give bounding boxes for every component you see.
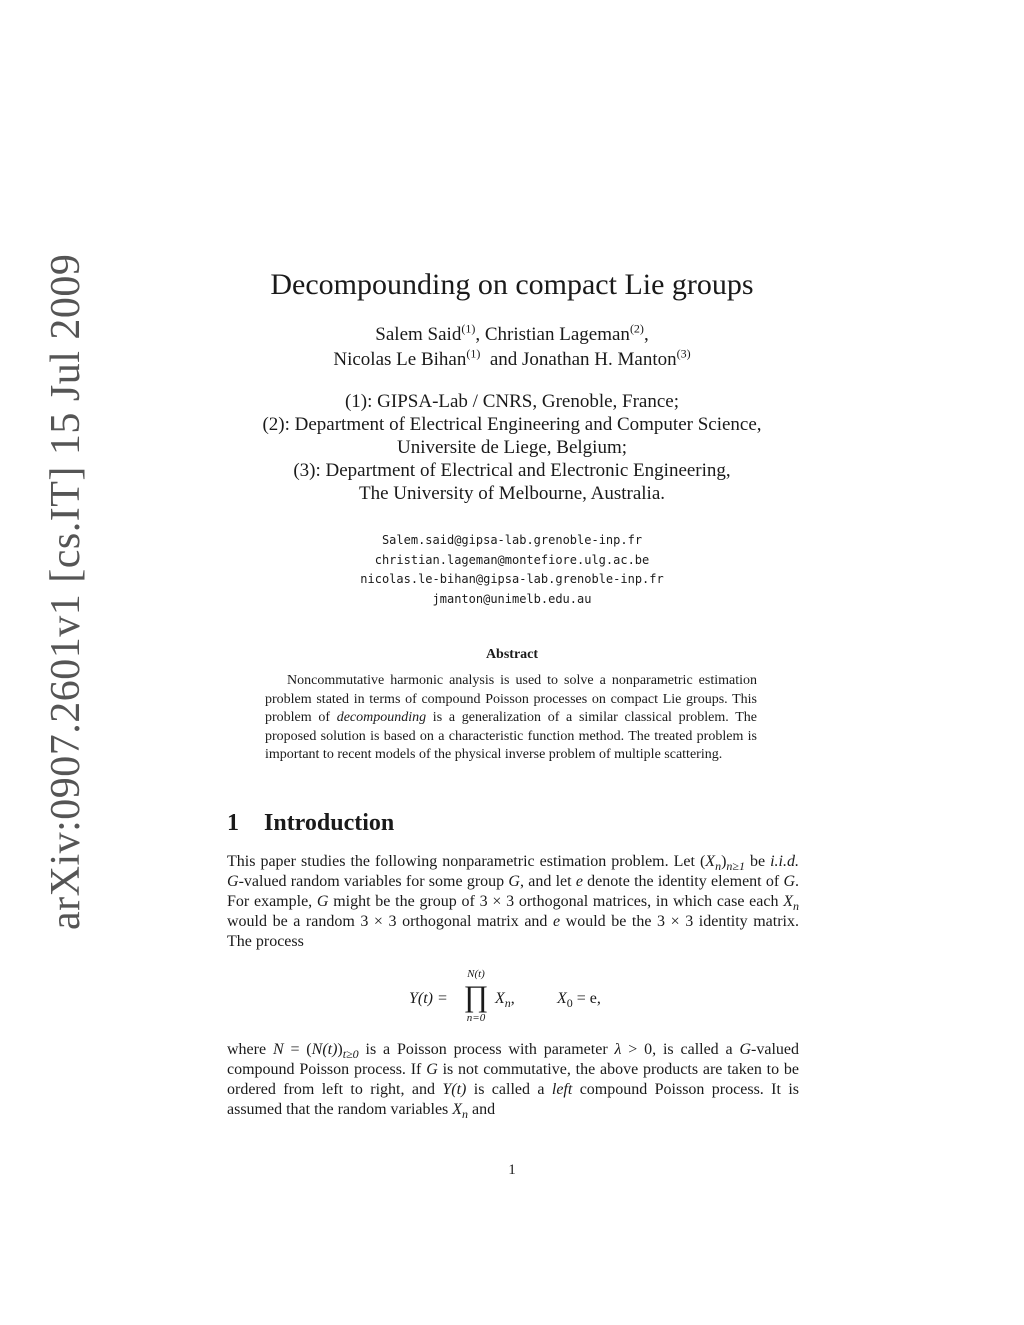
math-var: N(t) [311,1041,338,1058]
equation-condition [557,990,601,1011]
text: is not commutative, the above products are taken to be ordered from left to right, and [227,1061,800,1098]
section-title: Introduction [264,810,395,836]
affiliation-line: The University of Melbourne, Australia. [358,483,666,504]
author-name: Jonathan H. Manton [522,349,677,370]
text: ) [721,853,727,870]
author-affil-marker: (3) [676,346,691,361]
author-name: Christian Lageman [484,324,630,345]
math-var: e [553,913,561,930]
abstract-heading: Abstract [485,647,539,662]
math-var: n [462,1107,469,1122]
math-sub [793,899,799,913]
section-number: 1 [227,810,239,836]
author-line-1: Salem Said$^{(1)}$, Christian Lageman$^{(2)}$, [375,321,649,345]
text: and [468,1101,496,1118]
math-var: G [227,873,239,890]
math-var: n [504,996,511,1011]
section-heading [227,810,394,837]
math-sub: 0 [566,996,573,1011]
math-var: X [705,853,716,870]
math-var: e [575,873,583,890]
text: ) [337,1041,343,1058]
author-affil-marker: (1) [461,321,476,336]
math-var: λ [614,1041,622,1058]
arxiv-sidebar-stamp: arXiv:0907.2601v1 [cs.IT] 15 Jul 2009 [43,253,89,930]
text: where [227,1041,273,1058]
equation-term [495,990,515,1011]
affiliation-line: (3): Department of Electrical and Electronic Engineering, [293,460,731,481]
emphasis: i.i.d. [770,853,799,870]
text: > 0, is called a [621,1041,740,1058]
email-address: christian.lageman@montefiore.ulg.ac.be [374,552,650,567]
text: is called a [466,1081,552,1098]
product-lower-limit [461,1012,491,1024]
text: -valued compound Poisson process. If [227,1041,800,1078]
math-expr: Y(t) = [409,990,448,1007]
author-affil-marker: (1) [466,346,481,361]
email-address: jmanton@unimelb.edu.au [432,591,592,606]
text: , [510,990,515,1007]
page-number: 1 [508,1162,516,1178]
math-var: n [715,859,722,874]
author-conjunction: and [489,349,518,370]
affiliation-line: Universite de Liege, Belgium; [396,437,628,458]
text: be [744,853,771,870]
math-var: n≥1 [726,859,745,874]
text: = e, [572,990,601,1007]
emphasis: left [551,1081,573,1098]
abstract-text-part: is a generalization of a similar classical problem. The proposed solution is based on a characteristic function method. The treated problem is important to recent models of the physical inverse problem of multiple scattering. [265,710,757,762]
product-operator [461,968,491,1024]
text: compound Poisson process. It is assumed that the random variables [227,1081,800,1118]
text: would be a random 3 × 3 orthogonal matrix and [227,913,553,930]
email-address: nicolas.le-bihan@gipsa-lab.grenoble-inp.fr [360,572,664,586]
math-var: G [783,873,796,890]
text: denote the identity element of [582,873,784,890]
author-name: Salem Said [375,324,462,345]
math-var: t≥0 [342,1047,359,1062]
text: This paper studies the following nonparametric estimation problem. Let ( [227,853,706,870]
math-sub [343,1047,359,1061]
math-var: G [316,893,329,910]
math-var: Y(t) [442,1081,467,1098]
text: -valued random variables for some group [238,873,509,890]
author-name: Nicolas Le Bihan [333,349,467,370]
author-affil-marker: (2) [629,321,644,336]
display-equation [0,968,1024,1032]
math-expr: n=0 [466,1012,486,1024]
math-var: X [783,893,794,910]
product-symbol: ∏ [463,980,489,1013]
text: might be the group of 3 × 3 orthogonal matrices, in which case each [328,893,784,910]
text: . For example, [227,873,800,910]
abstract-emphasis: decompounding [336,710,427,725]
paper-title: Decompounding on compact Lie groups [270,268,754,301]
text: = ( [283,1041,312,1058]
math-var: N [272,1041,284,1058]
math-var: n [793,899,800,914]
text: , and let [519,873,576,890]
math-var: G [426,1061,438,1078]
intro-paragraph-1 [227,852,799,952]
abstract-text [265,672,757,765]
author-line-2 [0,347,1024,372]
math-var: X [495,990,505,1007]
author-list [0,322,1024,372]
math-sub [726,859,745,873]
abstract-text-part: Noncommutative harmonic analysis is used to solve a nonparametric estimation problem stated in terms of compound Poisson processes on compact Lie groups. This problem of [265,673,757,725]
affiliation-block [0,390,1024,505]
affiliation-line: (1): GIPSA-Lab / CNRS, Grenoble, France; [344,391,680,412]
affiliation-line: (2): Department of Electrical Engineering and Computer Science, [262,414,762,435]
text: is a Poisson process with parameter [358,1041,615,1058]
email-block [0,531,1024,609]
equation-lhs [409,990,448,1008]
math-var: X [452,1101,463,1118]
math-expr: N(t) [467,968,485,980]
email-address: Salem.said@gipsa-lab.grenoble-inp.fr [381,533,643,547]
math-var: G [739,1041,752,1058]
text: would be the 3 × 3 identity matrix. The process [227,913,799,950]
math-var: X [557,990,567,1007]
intro-paragraph-2 [227,1040,799,1120]
math-var: G [508,873,520,890]
